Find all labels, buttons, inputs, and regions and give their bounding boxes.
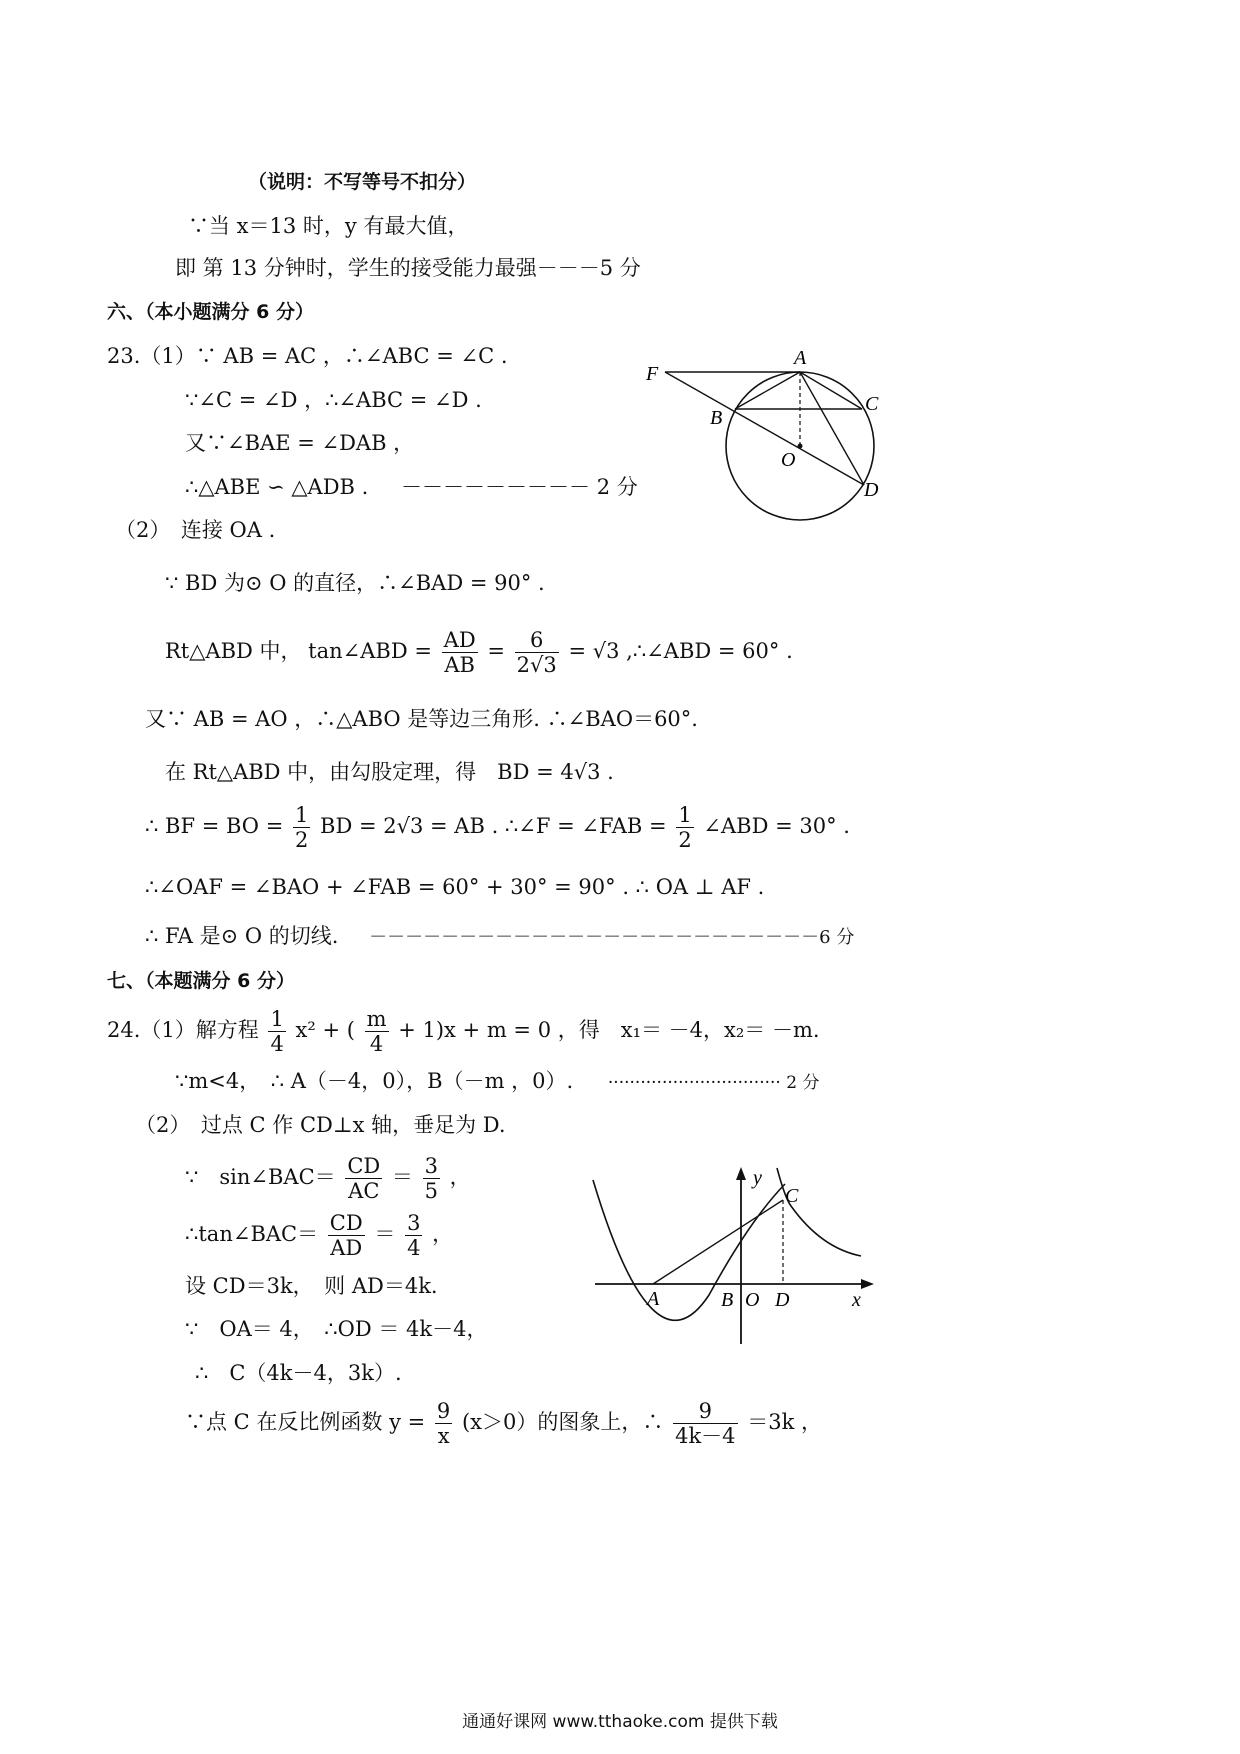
label-o: O bbox=[745, 1289, 760, 1311]
q23-p2-line8 bbox=[145, 922, 854, 952]
frac-num: 1 bbox=[678, 803, 692, 827]
label-a: A bbox=[794, 347, 807, 369]
frac-den: 5 bbox=[424, 1179, 438, 1203]
comma: ， bbox=[449, 1165, 471, 1189]
score-6: －－－－－－－－－－－－－－－－－－－－－－－－－6 分 bbox=[369, 927, 855, 948]
q23-p2-line3 bbox=[165, 624, 793, 678]
q24-p2-line7-b: (x＞0）的图象上，∴ bbox=[461, 1410, 664, 1434]
q24-p1-line2-text: ∵m<4， ∴ A（－4，0），B（－m ，0）. bbox=[175, 1069, 574, 1093]
frac-num: 1 bbox=[270, 1007, 284, 1031]
fraction-3-4 bbox=[405, 1211, 422, 1260]
frac-num: CD bbox=[347, 1154, 381, 1178]
section-6-heading: 六、（本小题满分 6 分） bbox=[107, 301, 314, 323]
q24-p2-line1: （2） 过点 C 作 CD⊥x 轴，垂足为 D. bbox=[135, 1113, 506, 1137]
q23-p2-line4: 又∵ AB = AO ，∴△ABO 是等边三角形. ∴∠BAO＝60°. bbox=[145, 707, 698, 731]
q23-p2-line2: ∵ BD 为⊙ O 的直径，∴∠BAD = 90° . bbox=[165, 571, 545, 595]
fraction-ad-ab bbox=[442, 628, 478, 677]
comma: ， bbox=[432, 1222, 454, 1246]
fraction-quarter bbox=[268, 1007, 285, 1056]
frac-den: 4k－4 bbox=[675, 1424, 736, 1448]
label-c: C bbox=[865, 393, 879, 415]
q23-p2-line6 bbox=[145, 799, 850, 853]
equals: = bbox=[487, 639, 505, 663]
q23-p2-line6-a: ∴ BF = BO = bbox=[145, 814, 284, 838]
note: （说明：不写等号不扣分） bbox=[248, 171, 477, 193]
section-7-heading: 七、（本题满分 6 分） bbox=[107, 970, 295, 992]
frac-den: 2 bbox=[294, 828, 309, 852]
score-2: －－－－－－－－－ 2 分 bbox=[401, 475, 638, 499]
function-graph bbox=[585, 1160, 885, 1360]
frac-den: 2√3 bbox=[516, 653, 557, 677]
fraction-m-4 bbox=[365, 1007, 389, 1056]
label-a: A bbox=[647, 1288, 660, 1310]
fraction-half-2 bbox=[676, 803, 693, 852]
equals: ＝ bbox=[374, 1222, 396, 1246]
fraction-6-2root3 bbox=[515, 628, 559, 677]
fraction-half bbox=[293, 803, 310, 852]
q23-p2-line1: （2） 连接 OA . bbox=[115, 518, 276, 542]
q24-p1-line2 bbox=[175, 1067, 819, 1097]
frac-den: x bbox=[437, 1424, 450, 1448]
q24-p2-line3 bbox=[185, 1207, 453, 1261]
q24-p1-line1-a: 24.（1）解方程 bbox=[107, 1018, 259, 1042]
y-axis-arrow bbox=[736, 1167, 746, 1180]
frac-den: 4 bbox=[270, 1032, 284, 1056]
q23-p2-line3-a: Rt△ABD 中， tan∠ABD = bbox=[165, 639, 432, 663]
q24-p2-line6: ∴ C（4k－4，3k）. bbox=[195, 1361, 402, 1385]
frac-den: AC bbox=[348, 1179, 380, 1203]
frac-num: 1 bbox=[294, 803, 309, 827]
frac-num: 3 bbox=[424, 1154, 438, 1178]
q23-p1-line4 bbox=[185, 473, 638, 501]
q22-line1: ∵当 x＝13 时，y 有最大值， bbox=[188, 214, 469, 238]
frac-num: 9 bbox=[436, 1399, 451, 1423]
x-axis-arrow bbox=[861, 1279, 874, 1289]
frac-den: 4 bbox=[369, 1032, 384, 1056]
circle-figure bbox=[630, 340, 910, 540]
q24-p2-line5: ∵ OA＝ 4， ∴OD ＝ 4k－4， bbox=[185, 1317, 488, 1341]
q24-p1-line1-b: x² + ( bbox=[295, 1018, 355, 1042]
footer: 通通好课网 www.tthaoke.com 提供下载 bbox=[462, 1712, 778, 1732]
q23-p1-line4-text: ∴△ABE ∽ △ADB . bbox=[185, 475, 369, 499]
q23-p2-line5: 在 Rt△ABD 中，由勾股定理，得 BD = 4√3 . bbox=[165, 760, 614, 784]
line-ab bbox=[735, 372, 800, 409]
frac-den: 4 bbox=[407, 1236, 421, 1260]
label-d: D bbox=[775, 1289, 790, 1311]
label-b: B bbox=[721, 1289, 734, 1311]
label-f: F bbox=[646, 363, 659, 385]
label-d: D bbox=[864, 479, 879, 501]
frac-num: 6 bbox=[515, 628, 559, 653]
frac-den: AB bbox=[444, 653, 475, 677]
q23-p1-line2: ∵∠C = ∠D ，∴∠ABC = ∠D . bbox=[185, 388, 482, 412]
frac-num: 3 bbox=[407, 1211, 421, 1235]
frac-den: 2 bbox=[678, 828, 692, 852]
label-c: C bbox=[785, 1185, 799, 1207]
label-y: y bbox=[753, 1167, 762, 1189]
q23-p2-line6-b: BD = 2√3 = AB . ∴∠F = ∠FAB = bbox=[320, 814, 667, 838]
point-o bbox=[798, 444, 803, 449]
label-b: B bbox=[710, 407, 723, 429]
line-fd bbox=[665, 372, 864, 485]
score-2b: ································ 2 分 bbox=[607, 1073, 820, 1093]
line-ad bbox=[800, 372, 864, 485]
q23-p2-line6-c: ∠ABD = 30° . bbox=[703, 814, 850, 838]
frac-num: CD bbox=[329, 1211, 363, 1235]
q24-p2-line7-a: ∵点 C 在反比例函数 y = bbox=[185, 1410, 426, 1434]
label-o: O bbox=[781, 449, 796, 471]
equals: ＝ bbox=[391, 1165, 413, 1189]
hyperbola bbox=[777, 1168, 861, 1256]
q24-p2-line7-c: ＝3k ， bbox=[747, 1410, 822, 1434]
q23-p1-line3: 又∵∠BAE = ∠DAB ， bbox=[185, 431, 415, 455]
fraction-3-5 bbox=[423, 1154, 440, 1203]
q24-p1-line1 bbox=[107, 1003, 820, 1057]
q24-p2-line2-a: ∵ sin∠BAC＝ bbox=[185, 1165, 336, 1189]
frac-num: AD bbox=[443, 628, 476, 652]
frac-den: AD bbox=[330, 1236, 363, 1260]
q23-p2-line3-b: = √3 ,∴∠ABD = 60° . bbox=[568, 639, 793, 663]
fraction-cd-ac bbox=[345, 1154, 382, 1203]
line-ac bbox=[653, 1200, 783, 1284]
frac-num: 9 bbox=[673, 1399, 737, 1424]
q23-p1-line1: 23.（1）∵ AB = AC ，∴∠ABC = ∠C . bbox=[107, 344, 508, 368]
frac-num: m bbox=[366, 1007, 387, 1031]
q24-p2-line7 bbox=[185, 1395, 822, 1449]
line-ac bbox=[800, 372, 862, 409]
q24-p2-line4: 设 CD＝3k， 则 AD＝4k. bbox=[185, 1274, 438, 1298]
label-x: x bbox=[852, 1289, 861, 1311]
q24-p2-line3-a: ∴tan∠BAC＝ bbox=[185, 1222, 319, 1246]
q22-line2: 即 第 13 分钟时，学生的接受能力最强－－－5 分 bbox=[175, 256, 641, 280]
q24-p1-line1-c: + 1)x + m = 0 ，得 x₁＝ －4，x₂＝ －m. bbox=[398, 1018, 820, 1042]
q24-p2-line2 bbox=[185, 1150, 471, 1204]
q23-p2-line7: ∴∠OAF = ∠BAO + ∠FAB = 60° + 30° = 90° . ∴ OA ⊥ AF . bbox=[145, 875, 765, 899]
fraction-9-4k-4 bbox=[673, 1399, 737, 1448]
fraction-cd-ad bbox=[328, 1211, 365, 1260]
q23-p2-line8-text: ∴ FA 是⊙ O 的切线. bbox=[145, 924, 339, 948]
fraction-9-x bbox=[435, 1399, 452, 1448]
